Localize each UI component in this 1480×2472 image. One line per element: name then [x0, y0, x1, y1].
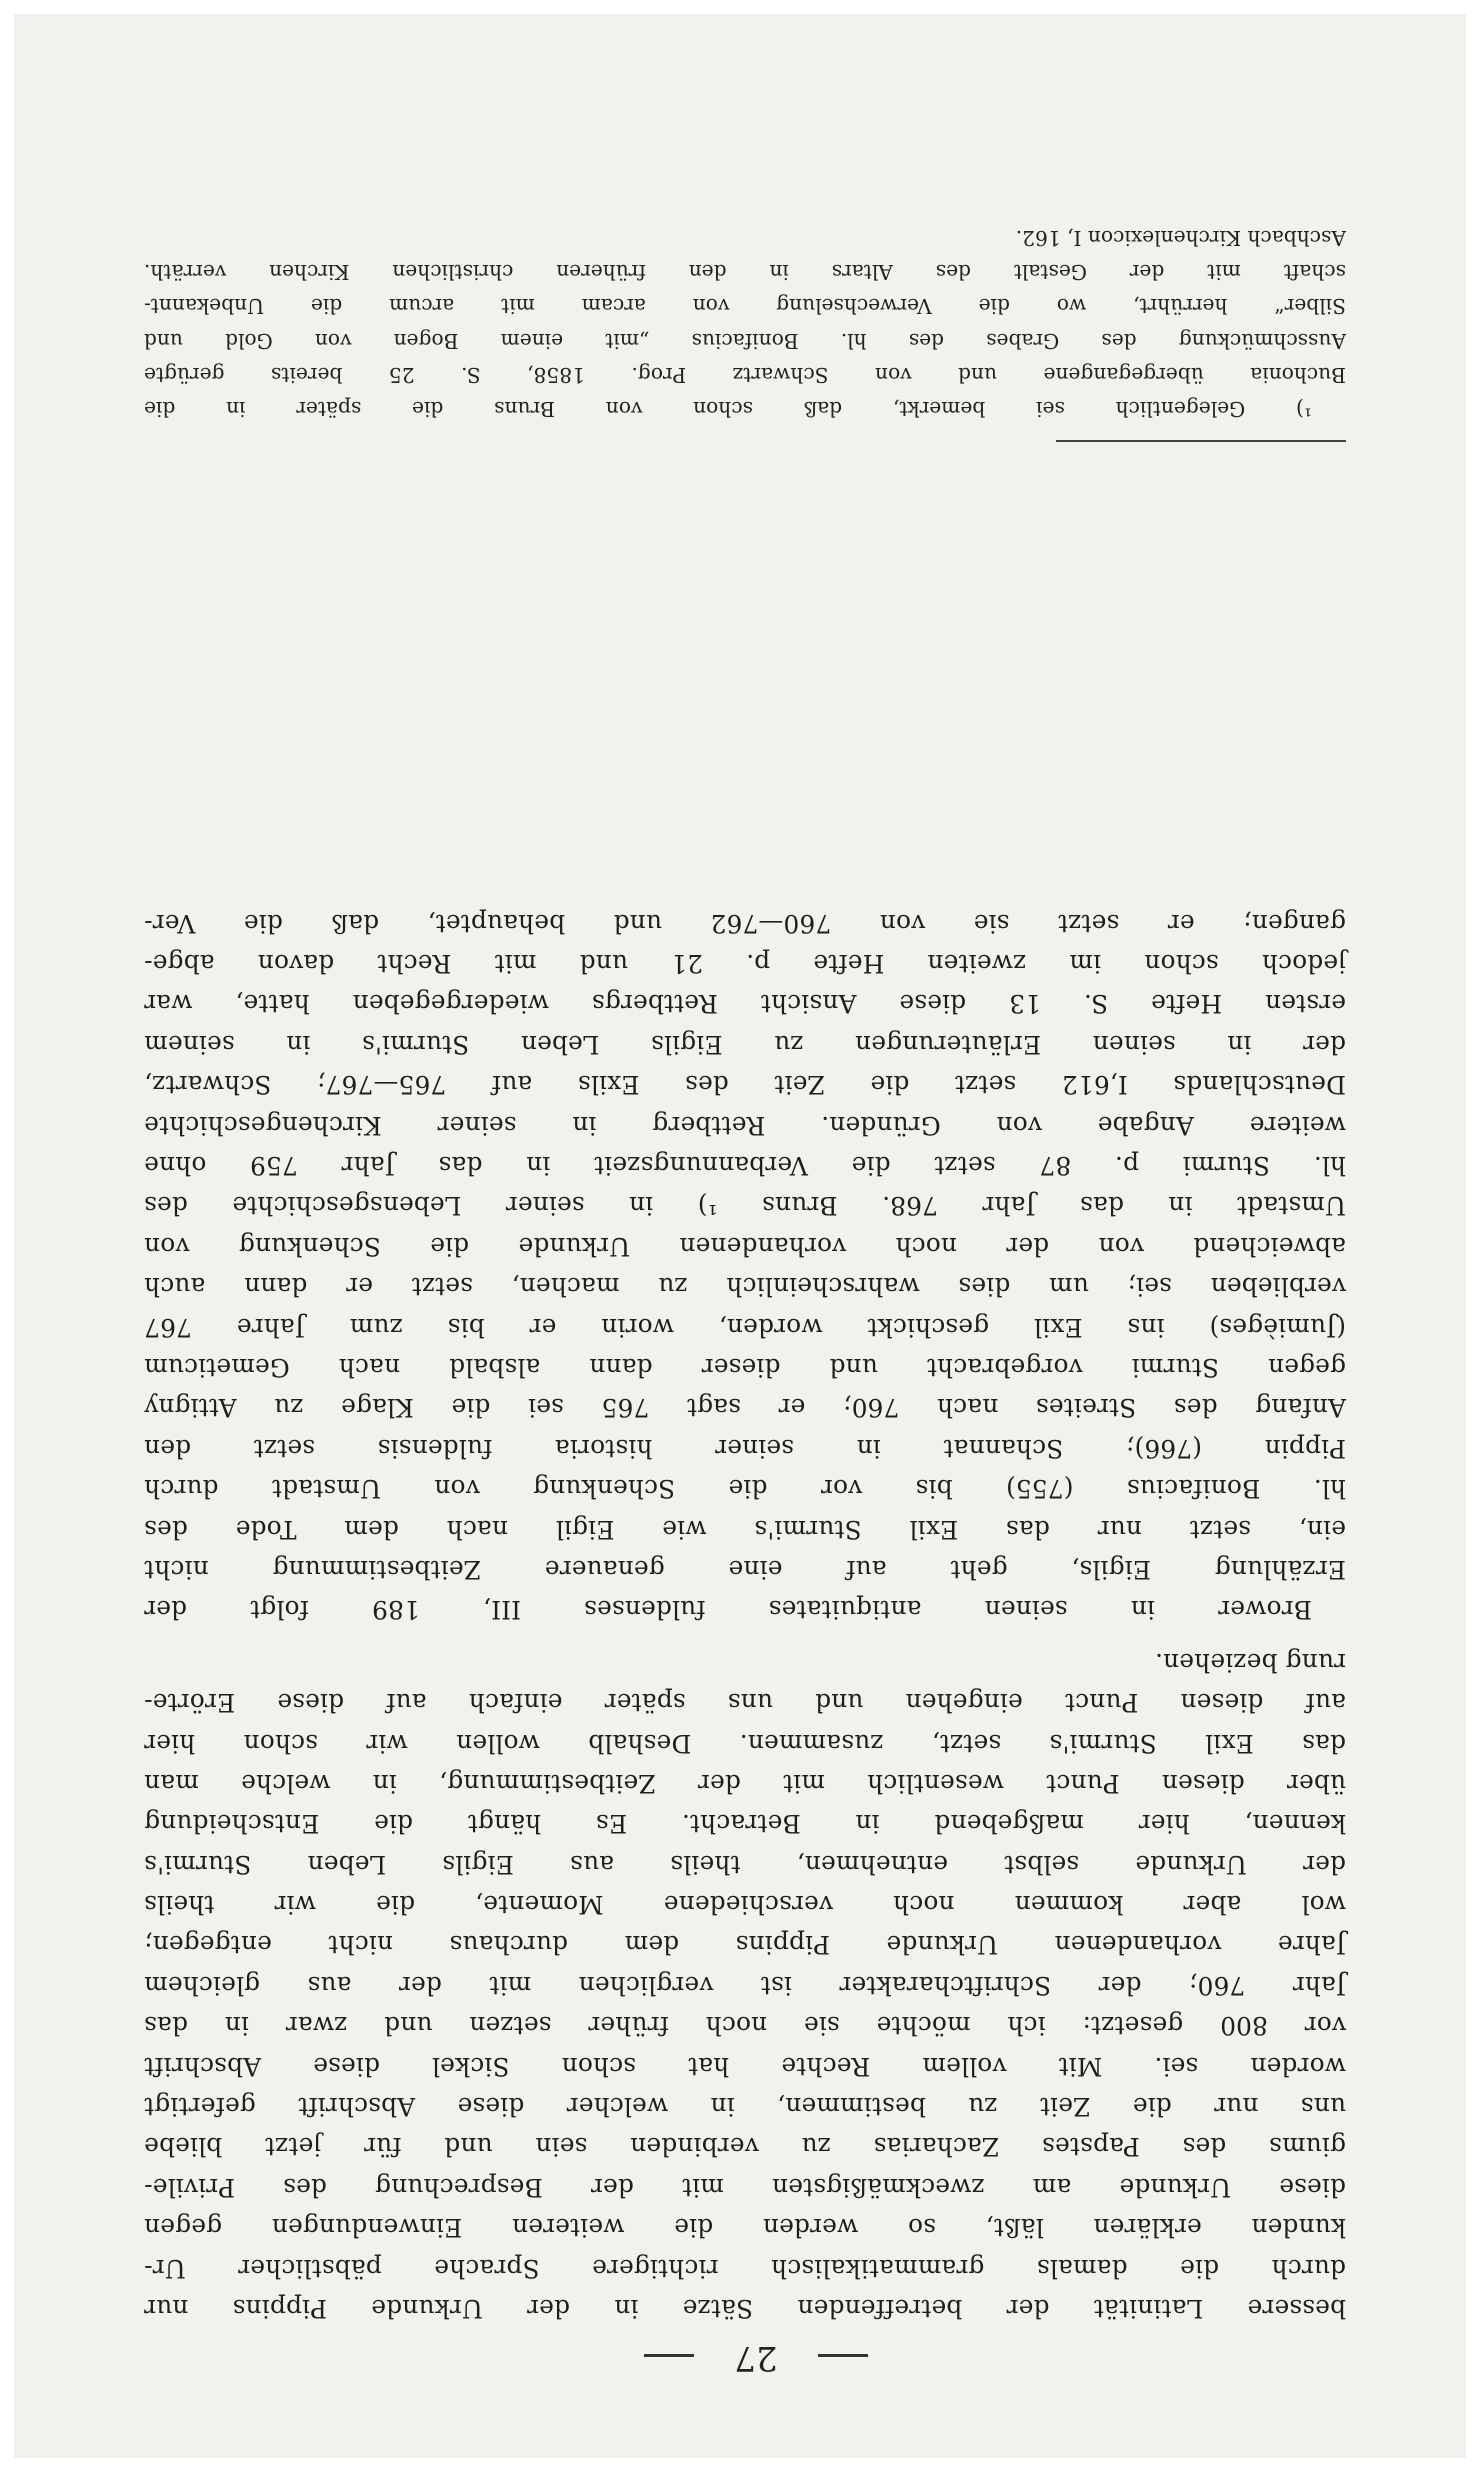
text-line: bessere Latinität der betreffenden Sätze in der Urkunde Pippins nur — [144, 2294, 1346, 2323]
text-line: das Exil Sturmi's setzt, zusammen. Deshalb wollen wir schon hier — [144, 1728, 1346, 1758]
footnote-rule — [1056, 440, 1346, 442]
text-line: diese Urkunde am zweckmäßigsten mit der Besprechung des Privile- — [144, 2172, 1346, 2202]
text-line: worden sei. Mit vollem Rechte hat schon Sickel diese Abschrift — [144, 2051, 1346, 2081]
footnote-line: ¹) Gelegentlich sei bemerkt, daß schon von Bruns die später in die — [144, 397, 1312, 421]
text-line: (Jumièges) ins Exil geschickt worden, worin er bis zum Jahre 767 — [144, 1312, 1346, 1342]
text-line: der in seinen Erläuterungen zu Eigils Leben Sturmi's in seinem — [144, 1029, 1346, 1059]
text-line: Pippin (766); Schannat in seiner historia fuldensis setzt den — [144, 1433, 1346, 1463]
text-line: hl. Sturmi p. 87 setzt die Verbannungszeit in das Jahr 759 ohne — [144, 1151, 1346, 1181]
footnote-line: Ausschmückung des Grabes des hl. Bonifacius „mit einem Bogen von Gold und — [144, 328, 1346, 353]
text-line: ein, setzt nur das Exil Sturmi's wie Eigil nach dem Tode des — [144, 1514, 1346, 1544]
text-line: Jahr 760; der Schriftcharakter ist verglichen mit der aus gleichem — [144, 1970, 1346, 2000]
text-line: vor 800 gesetzt: ich möchte sie noch früher setzen und zwar in das — [144, 2011, 1346, 2041]
text-line: gangen; er setzt sie von 760—762 und behauptet, daß die Ver- — [144, 908, 1346, 938]
text-line: abweichend von der noch vorhandenen Urkunde die Schenkung von — [144, 1231, 1346, 1261]
header-dash-right — [644, 2355, 694, 2358]
text-line: hl. Bonifacius (755) bis vor die Schenkung von Umstadt durch — [144, 1474, 1346, 1504]
text-line: auf diesen Punct eingehen und uns später einfach auf diese Erörte- — [144, 1688, 1346, 1718]
footnote-line: Aschbach Kirchenlexicon I, 162. — [1015, 226, 1346, 251]
text-line: der Urkunde selbst entnehmen, theils aus Eigils Leben Sturmi's — [144, 1849, 1346, 1879]
text-line: über diesen Punct wesentlich mit der Zeitbestimmung, in welche man — [144, 1768, 1346, 1798]
text-line: rung beziehen. — [1154, 1647, 1346, 1677]
text-line: Deutschlands I,612 setzt die Zeit des Exils auf 765—767; Schwartz, — [144, 1070, 1346, 1100]
footnote-line: Buchonia übergegangene und von Schwartz Prog. 1858, S. 25 bereits gerügte — [144, 362, 1346, 387]
header-dash-left — [818, 2355, 868, 2358]
text-line: Brower in seinen antiquitates fuldenses III, 189 folgt der — [144, 1595, 1312, 1625]
text-line: Jahre vorhandenen Urkunde Pippins dem durchaus nicht entgegen; — [144, 1930, 1346, 1960]
footnote-line: schaft mit der Gestalt des Altars in den früheren christlichen Kirchen verräth. — [144, 260, 1346, 285]
page-number: 27 — [734, 2338, 778, 2378]
text-line: ersten Hefte S. 13 diese Ansicht Rettbergs wiedergegeben hatte, war — [144, 989, 1346, 1019]
text-line: gegen Sturmi vorgebracht und dieser dann alsbald nach Gemeticum — [144, 1353, 1346, 1383]
text-line: giums des Papstes Zacharias zu verbinden sein und für jetzt bliebe — [144, 2132, 1346, 2162]
page-header — [166, 2328, 1346, 2378]
text-line: Erzählung Eigils, geht auf eine genauere Zeitbestimmung nicht — [144, 1554, 1346, 1584]
text-line: verblieben sei; um dies wahrscheinlich zu machen, setzt er dann auch — [144, 1272, 1346, 1302]
text-line: weitere Angabe von Gründen. Rettberg in seiner Kirchengeschichte — [144, 1110, 1346, 1140]
text-line: kennen, hier maßgebend in Betracht. Es hängt die Entscheidung — [144, 1809, 1346, 1839]
footnote — [144, 221, 1346, 426]
footnote-line: Silber“ herrührt, wo die Verwechselung von arcam mit arcum die Unbekannt- — [144, 294, 1346, 319]
paragraph-gap — [144, 1629, 1346, 1641]
paper-sheet — [14, 14, 1466, 2458]
text-line: kunden erklären läßt, so werden die weiteren Einwendungen gegen — [144, 2213, 1346, 2243]
text-line: wol aber kommen noch verschiedene Momente, die wir theils — [144, 1890, 1346, 1920]
text-line: Anfang des Streites nach 760; er sagt 765 sei die Klage zu Attigny — [144, 1393, 1346, 1423]
main-text — [144, 902, 1346, 2328]
text-line: Umstadt in das Jahr 768. Bruns ¹) in seiner Lebensgeschichte des — [144, 1191, 1346, 1221]
text-line: durch die damals grammatikalisch richtigere Sprache päbstlicher Ur- — [144, 2253, 1346, 2283]
text-line: jedoch schon im zweiten Hefte p. 21 und mit Recht davon abge- — [144, 949, 1346, 979]
text-line: uns nur die Zeit zu bestimmen, in welcher diese Abschrift gefertigt — [144, 2092, 1346, 2122]
